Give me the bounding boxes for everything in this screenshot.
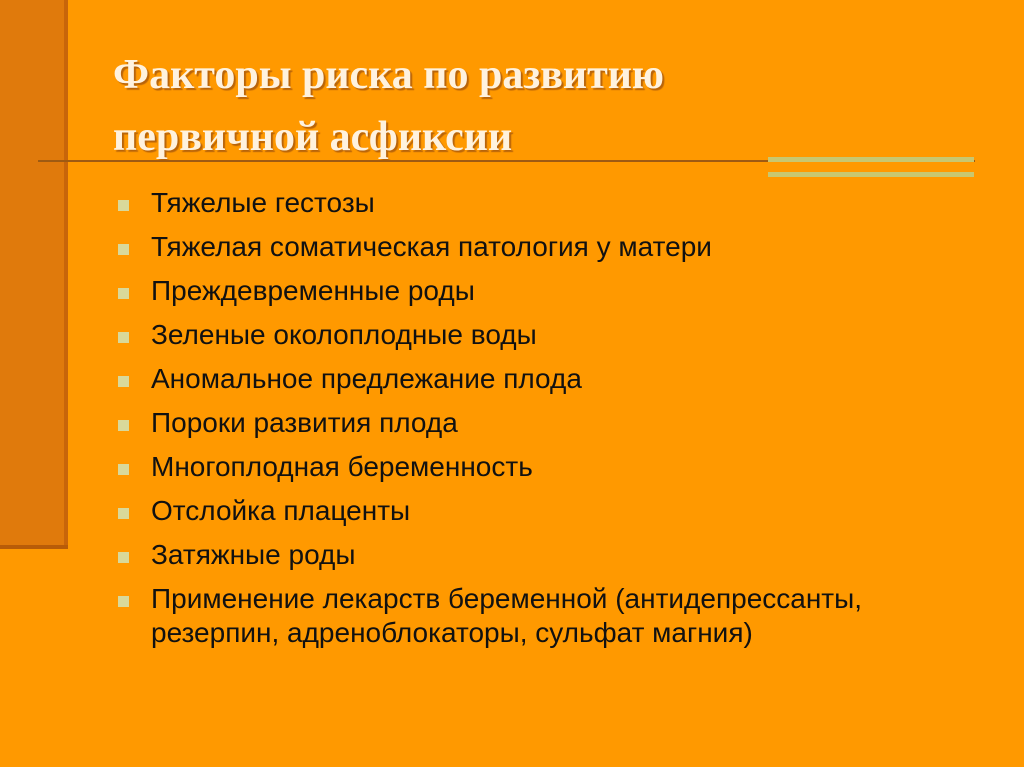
- list-item: [113, 533, 973, 577]
- side-decor-band-bottom: [0, 545, 68, 549]
- list-item-text: Многоплодная беременность: [151, 451, 533, 482]
- square-bullet-icon: [118, 508, 129, 519]
- list-item: [113, 401, 973, 445]
- list-item-text: Затяжные роды: [151, 539, 356, 570]
- list-item-text: Применение лекарств беременной (антидепрессанты, резерпин, адреноблокаторы, сульфат магния): [151, 583, 863, 648]
- list-item-text: Зеленые околоплодные воды: [151, 319, 537, 350]
- list-item: [113, 357, 973, 401]
- slide-title-line-2: первичной асфиксии: [113, 114, 513, 160]
- list-item: [113, 225, 973, 269]
- square-bullet-icon: [118, 420, 129, 431]
- square-bullet-icon: [118, 596, 129, 607]
- square-bullet-icon: [118, 200, 129, 211]
- side-decor-band: [0, 0, 64, 545]
- list-item: [113, 445, 973, 489]
- square-bullet-icon: [118, 464, 129, 475]
- list-item: [113, 181, 973, 225]
- square-bullet-icon: [118, 376, 129, 387]
- list-item-text: Преждевременные роды: [151, 275, 475, 306]
- list-item-text: Отслойка плаценты: [151, 495, 411, 526]
- list-item-text: Тяжелые гестозы: [151, 187, 375, 218]
- risk-factor-list: [113, 181, 973, 655]
- square-bullet-icon: [118, 288, 129, 299]
- side-decor-band-edge: [64, 0, 68, 545]
- accent-bar-top: [768, 157, 974, 162]
- slide-title: [113, 44, 933, 168]
- square-bullet-icon: [118, 552, 129, 563]
- list-item: [113, 577, 973, 655]
- list-item: [113, 269, 973, 313]
- list-item: [113, 489, 973, 533]
- list-item-text: Пороки развития плода: [151, 407, 458, 438]
- list-item-text: Аномальное предлежание плода: [151, 363, 582, 394]
- square-bullet-icon: [118, 244, 129, 255]
- list-item-text: Тяжелая соматическая патология у матери: [151, 231, 712, 262]
- square-bullet-icon: [118, 332, 129, 343]
- slide-title-line-1: Факторы риска по развитию: [113, 52, 665, 98]
- accent-bar-bottom: [768, 172, 974, 177]
- list-item: [113, 313, 973, 357]
